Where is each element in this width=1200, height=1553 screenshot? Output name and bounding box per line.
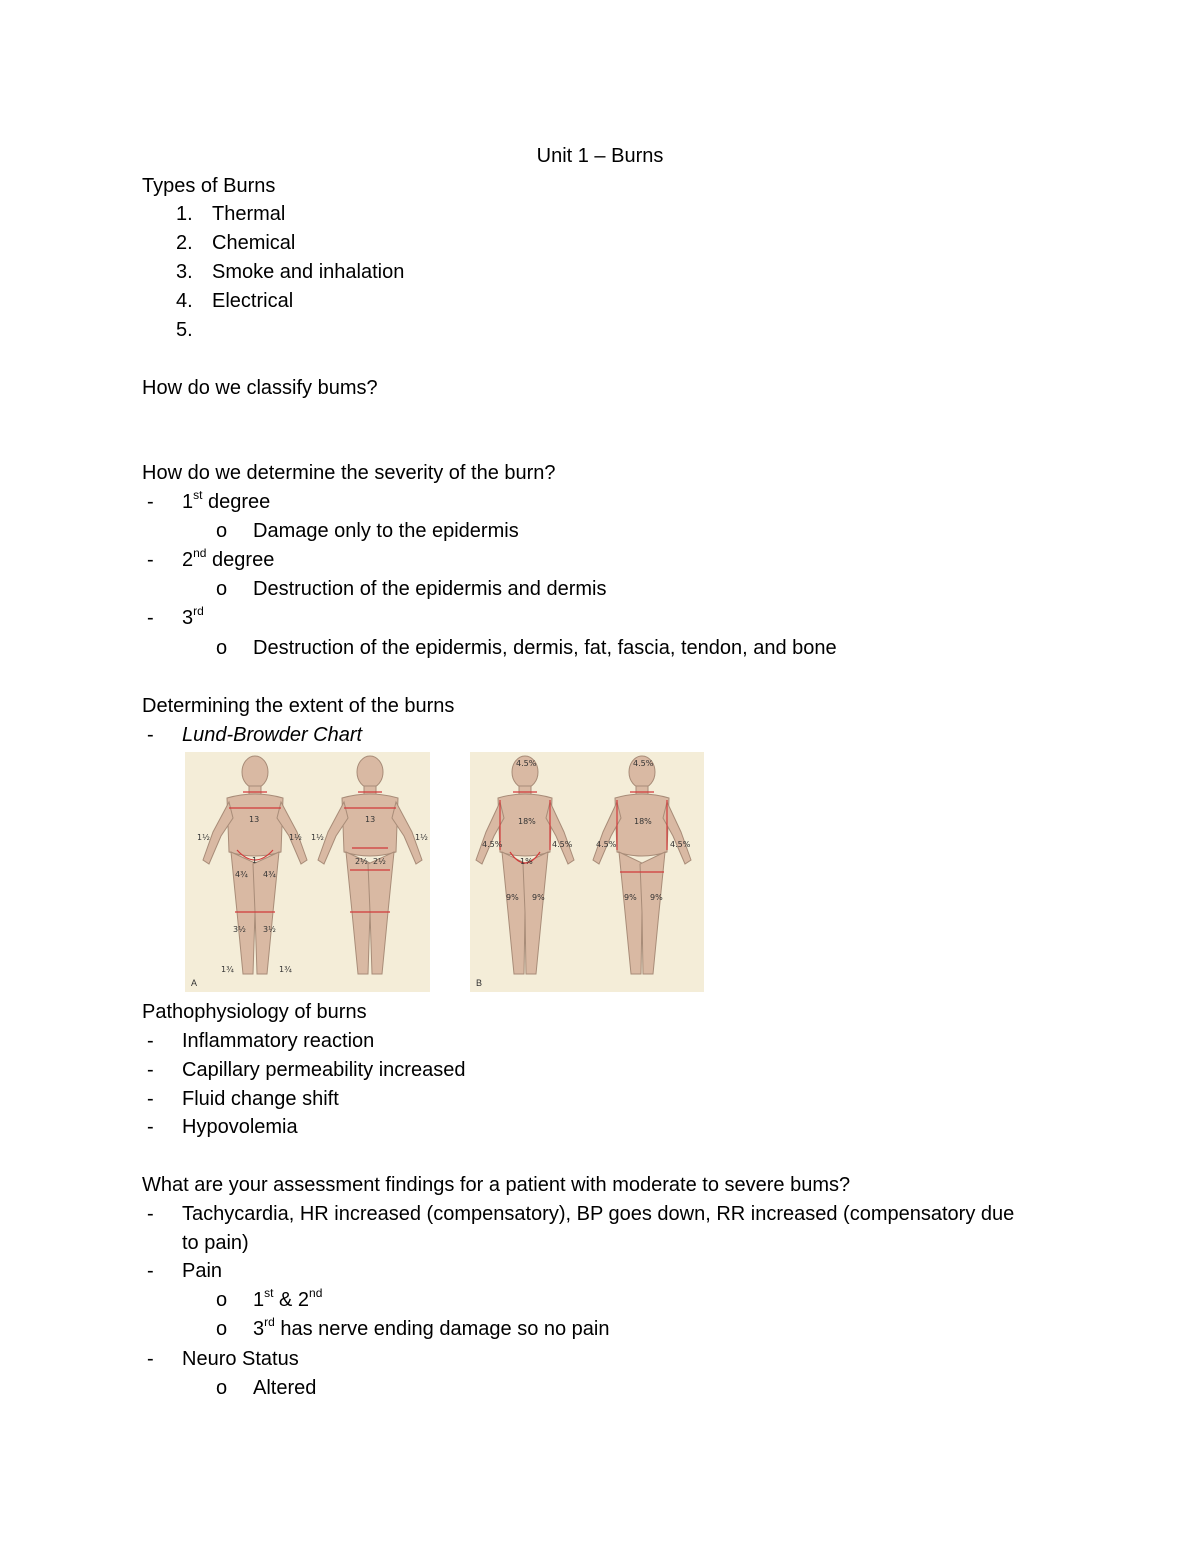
list-item: Hypovolemia bbox=[182, 1116, 298, 1138]
pct-label: 4.5% bbox=[482, 840, 503, 849]
circle-bullet: o bbox=[216, 637, 228, 659]
neuro-item: Neuro Status bbox=[182, 1348, 299, 1370]
pct-label: 1% bbox=[520, 857, 533, 866]
list-number: 2. bbox=[176, 232, 193, 254]
page-title: Unit 1 – Burns bbox=[536, 145, 664, 167]
dash-bullet: - bbox=[147, 1203, 154, 1225]
pct-label: 4.5% bbox=[516, 759, 537, 768]
third-degree-detail: Destruction of the epidermis, dermis, fat, fascia, tendon, and bone bbox=[253, 637, 837, 659]
neuro-detail: Altered bbox=[253, 1377, 317, 1399]
list-item: Electrical bbox=[212, 290, 294, 312]
circle-bullet: o bbox=[216, 578, 228, 600]
dash-bullet: - bbox=[147, 549, 154, 571]
list-number: 3. bbox=[176, 261, 193, 283]
pct-label: 2½ bbox=[373, 857, 386, 866]
pct-label: 4¾ bbox=[263, 870, 276, 879]
dash-bullet: - bbox=[147, 1348, 154, 1370]
vitals-line-2: to pain) bbox=[182, 1232, 249, 1254]
pct-label: 9% bbox=[624, 893, 637, 902]
body-diagram-b bbox=[470, 752, 704, 992]
extent-heading: Determining the extent of the burns bbox=[142, 695, 455, 717]
pct-label: 1¾ bbox=[221, 965, 234, 974]
first-degree-item: 1st degree bbox=[182, 488, 271, 513]
severity-heading: How do we determine the severity of the burn? bbox=[142, 462, 556, 484]
pct-label: 1½ bbox=[311, 833, 324, 842]
pct-label: 1½ bbox=[289, 833, 302, 842]
pct-label: 4.5% bbox=[596, 840, 617, 849]
pct-label: 4.5% bbox=[670, 840, 691, 849]
pct-label: 9% bbox=[506, 893, 519, 902]
pct-label: 1 bbox=[252, 856, 258, 865]
pct-label: 4.5% bbox=[633, 759, 654, 768]
second-degree-item: 2nd degree bbox=[182, 546, 275, 571]
dash-bullet: - bbox=[147, 1116, 154, 1138]
dash-bullet: - bbox=[147, 1088, 154, 1110]
pain-detail-2: 3rd has nerve ending damage so no pain bbox=[253, 1315, 610, 1340]
pct-label: 13 bbox=[249, 815, 260, 824]
types-heading: Types of Burns bbox=[142, 175, 276, 197]
circle-bullet: o bbox=[216, 1289, 228, 1311]
pct-label: 13 bbox=[365, 815, 376, 824]
pct-label: 4¾ bbox=[235, 870, 248, 879]
pct-label: 1½ bbox=[197, 833, 210, 842]
dash-bullet: - bbox=[147, 1030, 154, 1052]
list-item: Chemical bbox=[212, 232, 296, 254]
dash-bullet: - bbox=[147, 491, 154, 513]
vitals-line-1: Tachycardia, HR increased (compensatory), BP goes down, RR increased (compensatory due bbox=[182, 1203, 1015, 1225]
list-number: 5. bbox=[176, 319, 193, 341]
pct-label: 1½ bbox=[415, 833, 428, 842]
pain-item: Pain bbox=[182, 1260, 223, 1282]
first-degree-detail: Damage only to the epidermis bbox=[253, 520, 519, 542]
figure-a-label: A bbox=[191, 978, 198, 988]
classify-heading: How do we classify bums? bbox=[142, 377, 378, 399]
pct-label: 9% bbox=[532, 893, 545, 902]
body-diagram-a bbox=[185, 752, 430, 992]
pct-label: 18% bbox=[518, 817, 536, 826]
pct-label: 4.5% bbox=[552, 840, 573, 849]
dash-bullet: - bbox=[147, 724, 154, 746]
dash-bullet: - bbox=[147, 607, 154, 629]
list-item: Inflammatory reaction bbox=[182, 1030, 375, 1052]
pct-label: 3½ bbox=[233, 925, 246, 934]
assessment-heading: What are your assessment findings for a patient with moderate to severe bums? bbox=[142, 1174, 851, 1196]
circle-bullet: o bbox=[216, 1318, 228, 1340]
pct-label: 18% bbox=[634, 817, 652, 826]
chart-name: Lund-Browder Chart bbox=[182, 724, 363, 746]
list-item: Thermal bbox=[212, 203, 286, 225]
list-number: 4. bbox=[176, 290, 193, 312]
circle-bullet: o bbox=[216, 1377, 228, 1399]
second-degree-detail: Destruction of the epidermis and dermis bbox=[253, 578, 607, 600]
figure-b-label: B bbox=[476, 978, 483, 988]
pct-label: 9% bbox=[650, 893, 663, 902]
list-number: 1. bbox=[176, 203, 193, 225]
patho-heading: Pathophysiology of burns bbox=[142, 1001, 367, 1023]
third-degree-item: 3rd bbox=[182, 604, 204, 629]
pct-label: 3½ bbox=[263, 925, 276, 934]
list-item: Fluid change shift bbox=[182, 1088, 339, 1110]
lund-browder-figure-a bbox=[185, 752, 430, 992]
dash-bullet: - bbox=[147, 1260, 154, 1282]
lund-browder-figure-b bbox=[470, 752, 704, 992]
pain-detail-1: 1st & 2nd bbox=[253, 1286, 323, 1311]
list-item: Capillary permeability increased bbox=[182, 1059, 466, 1081]
list-item: Smoke and inhalation bbox=[212, 261, 405, 283]
pct-label: 1¾ bbox=[279, 965, 292, 974]
circle-bullet: o bbox=[216, 520, 228, 542]
dash-bullet: - bbox=[147, 1059, 154, 1081]
pct-label: 2½ bbox=[355, 857, 368, 866]
